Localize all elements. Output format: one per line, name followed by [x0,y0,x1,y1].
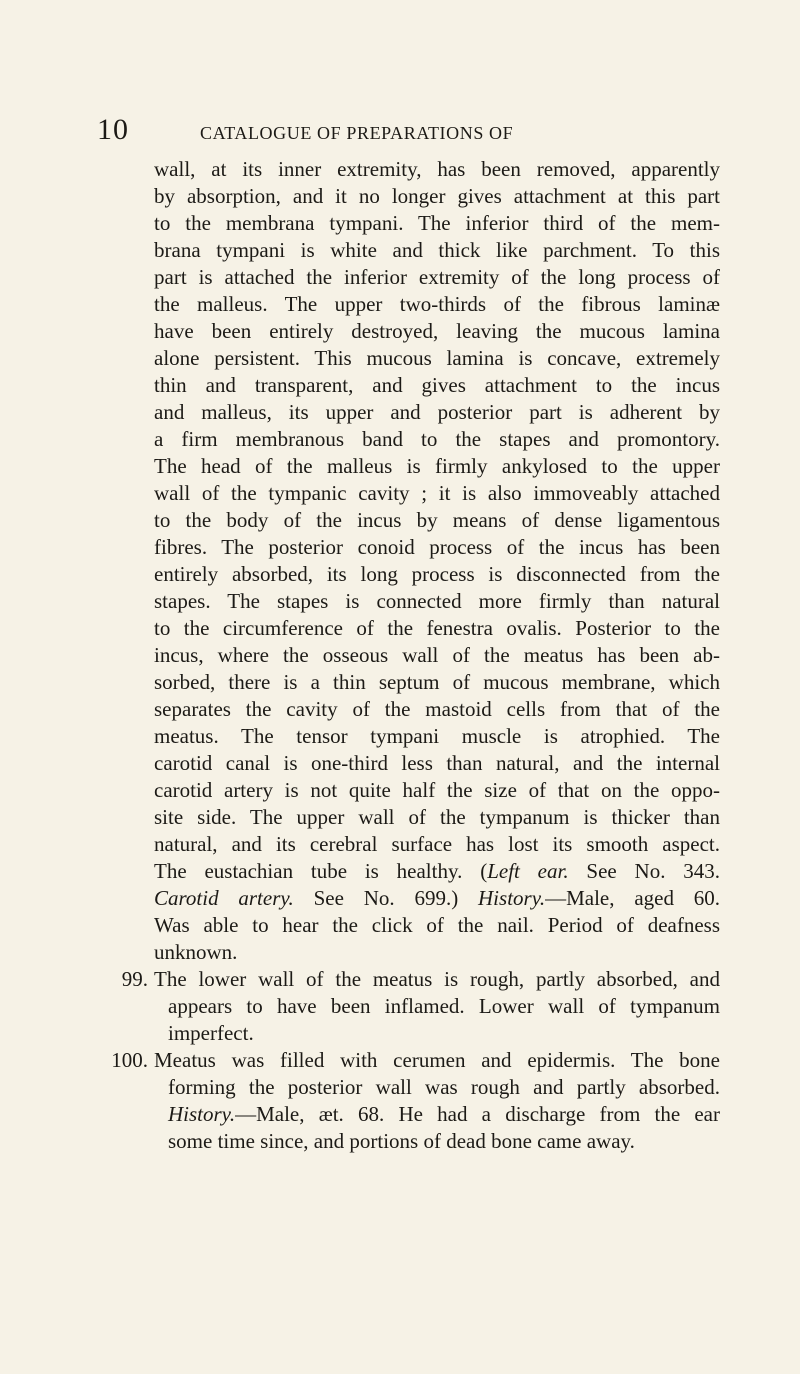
catalogue-entry-99 [121,966,720,1047]
history-line: Was able to hear the click of the nail. Period of deafness [154,913,720,937]
ref-carotid-artery: Carotid artery. [154,886,294,910]
paragraph-line: to the membrana tympani. The inferior third of the mem- [154,211,720,235]
paragraph-line: alone persistent. This mucous lamina is concave, extremely [154,346,720,370]
paragraph-line: The head of the malleus is firmly ankylosed to the upper [154,454,720,478]
paragraph-line: have been entirely destroyed, leaving the mucous lamina [154,319,720,343]
ref-see-699: See No. 699.) [293,886,459,910]
entry-number: 100. [111,1048,148,1072]
paragraph-line: incus, where the osseous wall of the meatus has been ab- [154,643,720,667]
paragraph-line: fibres. The posterior conoid process of the incus has been [154,535,720,559]
running-head: CATALOGUE OF PREPARATIONS OF [200,123,514,143]
entry-line: Meatus was filled with cerumen and epidermis. The bone [154,1048,720,1072]
paragraph-line: and malleus, its upper and posterior part is adherent by [154,400,720,424]
history-text: —Male, aged 60. [545,886,721,910]
paragraph-line: wall, at its inner extremity, has been removed, apparently [154,157,720,181]
entry-number: 99. [121,967,148,991]
history-line [154,1101,720,1128]
paragraph-line: brana tympani is white and thick like parchment. To this [154,238,720,262]
history-label: History. [168,1102,236,1126]
entry-line: The lower wall of the meatus is rough, partly absorbed, and [154,967,720,991]
history-text: —Male, æt. 68. He had a discharge from the ear [235,1102,720,1126]
paragraph-line: meatus. The tensor tympani muscle is atrophied. The [154,724,720,748]
paragraph-line: carotid artery is not quite half the size of that on the oppo- [154,778,720,802]
ref-open-paren: ( [480,859,488,883]
paragraph-line: part is attached the inferior extremity of the long process of [154,265,720,289]
paragraph-line: separates the cavity of the mastoid cells from that of the [154,697,720,721]
paragraph-line: The eustachian tube is healthy. [154,859,463,883]
body-text [111,156,721,1155]
ref-see-343: See No. 343. [568,859,721,883]
paragraph-line: thin and transparent, and gives attachment to the incus [154,373,720,397]
paragraph-line-with-refs [154,858,720,885]
paragraph-line: to the body of the incus by means of dense ligamentous [154,508,720,532]
entry-line: forming the posterior wall was rough and partly absorbed. [168,1075,720,1099]
paragraph-line: a firm membranous band to the stapes and promontory. [154,427,720,451]
continued-paragraph [154,156,720,966]
entry-line: appears to have been inflamed. Lower wall of tympanum [168,994,720,1018]
paragraph-line: entirely absorbed, its long process is disconnected from the [154,562,720,586]
history-line: some time since, and portions of dead bone came away. [168,1129,635,1153]
paragraph-line: carotid canal is one-third less than natural, and the internal [154,751,720,775]
paragraph-line: to the circumference of the fenestra ovalis. Posterior to the [154,616,720,640]
paragraph-line: the malleus. The upper two-thirds of the fibrous laminæ [154,292,720,316]
paragraph-line: wall of the tympanic cavity ; it is also immoveably attached [154,481,720,505]
history-line [154,885,720,912]
page-header [0,112,800,152]
paragraph-line: site side. The upper wall of the tympanum is thicker than [154,805,720,829]
paragraph-line: by absorption, and it no longer gives attachment at this part [154,184,720,208]
catalogue-entry-100 [111,1047,720,1155]
paragraph-line: stapes. The stapes is connected more firmly than natural [154,589,720,613]
history-label: History. [478,886,546,910]
history-line: unknown. [154,940,238,964]
paragraph-line: natural, and its cerebral surface has lost its smooth aspect. [154,832,720,856]
entry-line: imperfect. [168,1021,254,1045]
ref-left-ear: Left ear. [487,859,569,883]
paragraph-line: sorbed, there is a thin septum of mucous membrane, which [154,670,720,694]
page-number: 10 [97,113,129,146]
